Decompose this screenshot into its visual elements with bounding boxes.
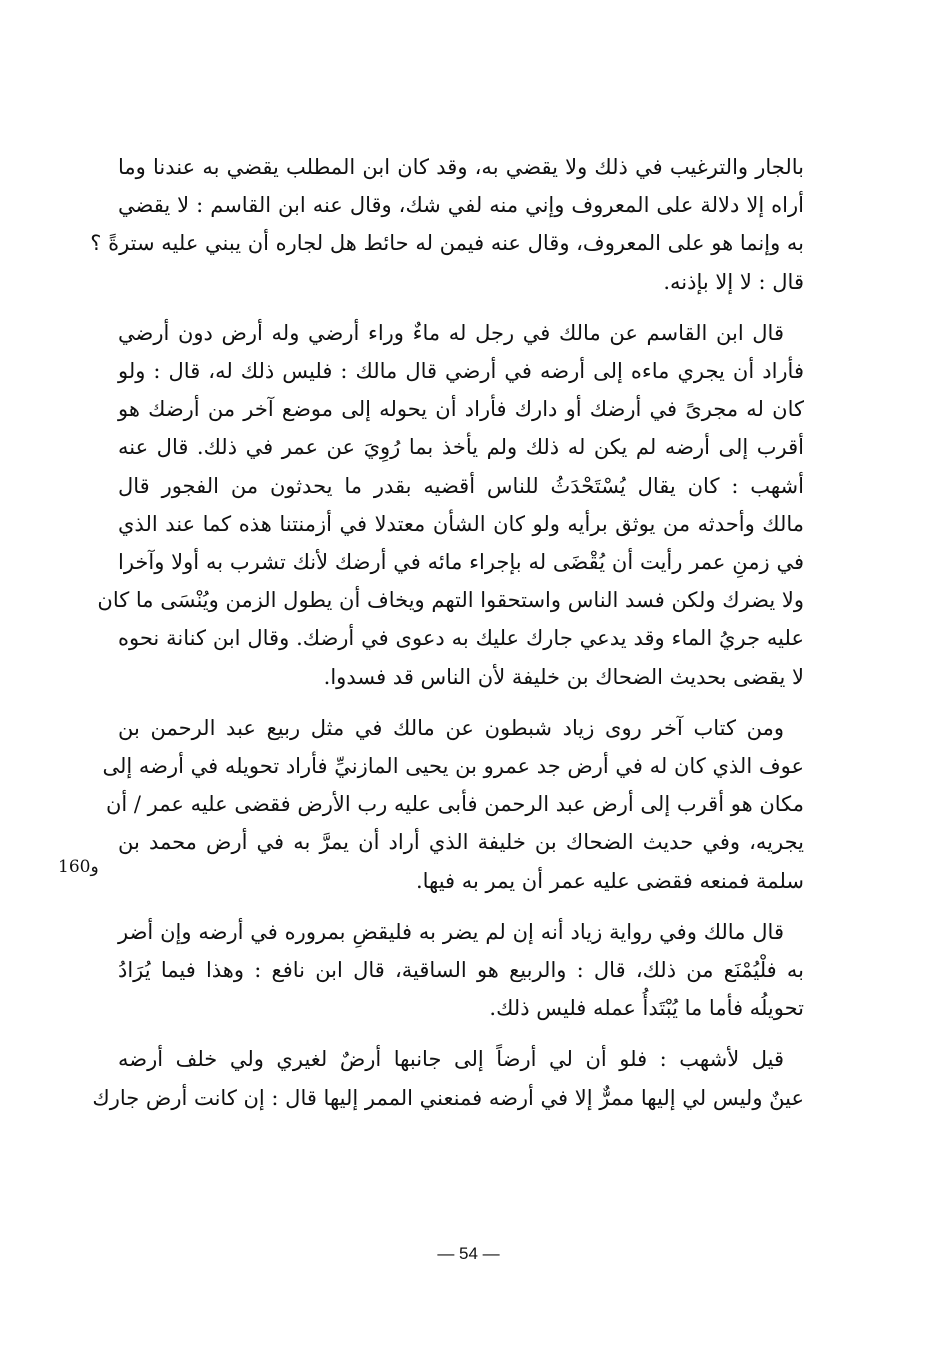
text-line: قال مالك وفي رواية زياد أنه إن لم يضر به فليقضِ بمروره في أرضه وإن أضر (118, 919, 784, 944)
text-line: عليه جريُ الماء وقد يدعي جارك عليك به دعوى في أرضك. وقال ابن كنانة نحوه (118, 626, 804, 651)
text-line: عوف الذي كان له في أرض جد عمرو بن يحيى المازنيِّ فأراد تحويله في أرضه إلى (102, 754, 804, 779)
text-line: قيل لأشهب : فلو أن لي أرضاً إلى جانبها أرضٌ لغيري ولي خلف أرضه (118, 1047, 784, 1072)
text-line: به وإنما هو على المعروف، وقال عنه فيمن له حائط هل لجاره أن يبني عليه سترةً ؟ (90, 231, 804, 256)
text-line: تحويلُه فأما ما يُبْتَدأُ عمله فليس ذلك. (489, 996, 804, 1021)
text-line: فأراد أن يجري ماءه إلى أرضه في أرضي قال مالك : فليس ذلك له، قال : ولو (118, 359, 804, 384)
paragraph-1 (90, 148, 804, 301)
text-line: مالك وأحدثه من يوثق برأيه ولو كان الشأن معتدلا في أزمنتنا هذه كما عند الذي (118, 511, 804, 536)
text-line: أقرب إلى أرضه لم يكن له ذلك ولم يأخذ بما رُوِيَ عن عمر في ذلك. قال عنه (118, 435, 804, 460)
text-line: أشهب : كان يقال يُسْتَحْدَثُ للناس أقضيه بقدر ما يحدثون من الفجور قال (118, 473, 804, 498)
text-line: قال ابن القاسم عن مالك في رجل له ماءٌ وراء أرضي وله أرض دون أرضي (118, 320, 784, 345)
text-line: ولا يضرك ولكن فسد الناس واستحقوا التهم ويخاف أن يطول الزمن ويُنْسَى ما كان (97, 588, 804, 613)
text-line: كان له مجرىً في أرضك أو دارك فأراد أن يحوله إلى موضع آخر من أرضك هو (118, 397, 804, 422)
page-number: — 54 — (437, 1244, 500, 1263)
paragraph-5 (92, 1040, 804, 1116)
text-line: ومن كتاب آخر روى زياد شبطون عن مالك في مثل ربيع عبد الرحمن بن (118, 715, 784, 740)
paragraph-4 (118, 913, 804, 1028)
paragraph-3 (102, 709, 804, 900)
text-line: عينٌ وليس لي إليها ممرٌّ إلا في أرضه فمنعني الممر إليها قال : إن كانت أرض جارك (92, 1085, 804, 1110)
text-line: بالجار والترغيب في ذلك ولا يقضي به، وقد كان ابن المطلب يقضي به عندنا وما (118, 155, 804, 179)
paragraph-2 (97, 314, 804, 696)
folio-marginal-note: 160و (58, 857, 99, 877)
text-line: في زمنِ عمر رأيت أن يُقْضَى له بإجراء مائه في أرضك لأنك تشرب به أولا وآخرا (118, 550, 804, 575)
body-text (90, 148, 804, 1117)
text-line: سلمة فمنعه فقضى عليه عمر أن يمر به فيها. (415, 868, 804, 893)
text-line: به فلْيُمْنَع من ذلك، قال : والربيع هو الساقية، قال ابن نافع : وهذا فيما يُرَادُ (118, 958, 804, 983)
text-line: لا يقضى بحديث الضحاك بن خليفة لأن الناس قد فسدوا. (323, 664, 804, 689)
text-line: يجريه، وفي حديث الضحاك بن خليفة الذي أراد أن يمرَّ به في أرض محمد بن (118, 830, 804, 855)
text-line: قال : لا إلا بإذنه. (663, 269, 804, 294)
text-line: أراه إلا دلالة على المعروف وإني منه لفي شك، وقال عنه ابن القاسم : لا يقضي (118, 193, 804, 218)
text-line: مكان هو أقرب إلى أرض عبد الرحمن فأبى عليه رب الأرض فقضى عليه عمر / أن (105, 792, 804, 817)
